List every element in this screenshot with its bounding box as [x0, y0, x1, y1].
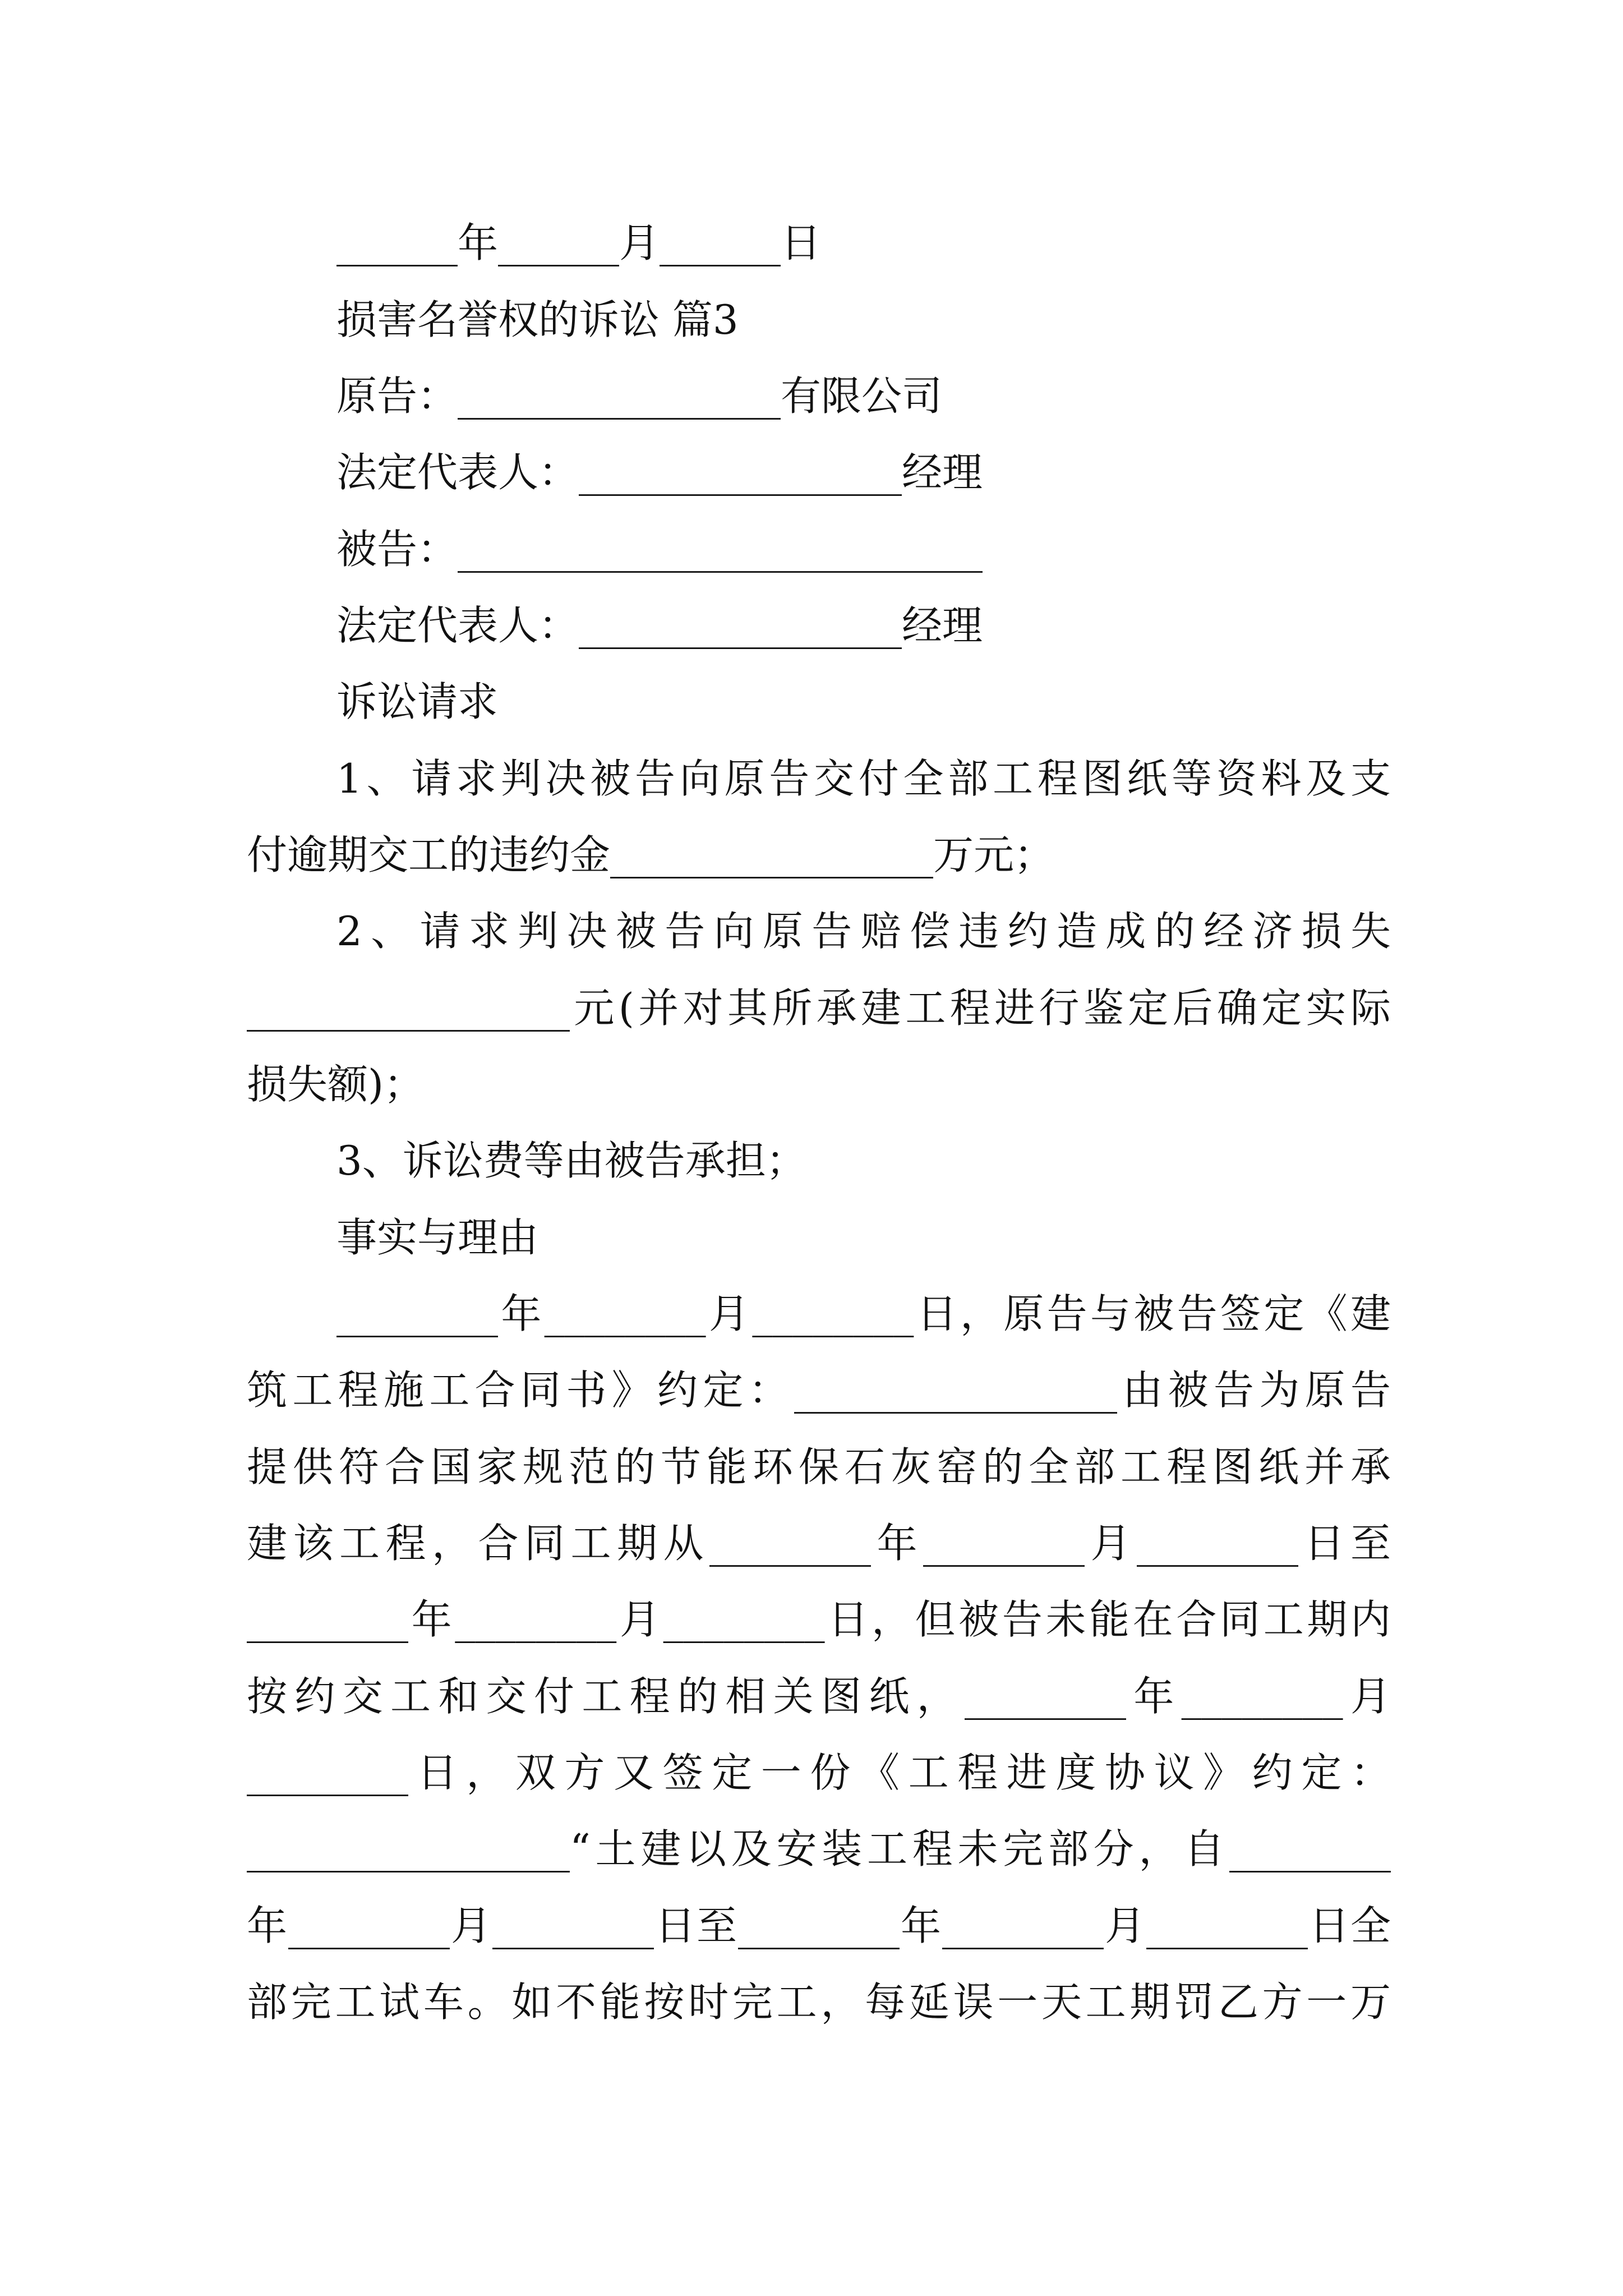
facts-line-6: 按约交工和交付工程的相关图纸，________年________月: [247, 1673, 1391, 1720]
facts-line-7: ________日，双方又签定一份《工程进度协议》约定：: [247, 1749, 1391, 1796]
facts-line-4: 建该工程，合同工期从________年________月________日至: [247, 1520, 1391, 1567]
plaintiff-representative-line: 法定代表人：________________经理: [336, 449, 983, 496]
defendant-representative-line: 法定代表人：________________经理: [336, 602, 983, 649]
claim-1-line-1: 1、请求判决被告向原告交付全部工程图纸等资料及支: [336, 755, 1391, 802]
date-line: ______年______月______日: [336, 219, 821, 266]
plaintiff-line: 原告：________________有限公司: [336, 372, 943, 420]
facts-line-2: 筑工程施工合同书》约定：________________由被告为原告: [247, 1366, 1391, 1414]
defendant-line: 被告：__________________________: [336, 526, 983, 573]
claim-3-line: 3、诉讼费等由被告承担；: [336, 1137, 806, 1184]
claims-heading: 诉讼请求: [336, 678, 499, 725]
facts-line-10: 部完工试车。如不能按时完工，每延误一天工期罚乙方一万: [247, 1978, 1391, 2026]
facts-line-8: ________________“土建以及安装工程未完部分，自________: [247, 1825, 1391, 1872]
facts-line-3: 提供符合国家规范的节能环保石灰窑的全部工程图纸并承: [247, 1443, 1391, 1490]
facts-line-1: ________年________月________日，原告与被告签定《建: [336, 1290, 1391, 1337]
section-title: 损害名誉权的诉讼 篇3: [336, 296, 739, 343]
claim-1-line-2: 付逾期交工的违约金________________万元；: [247, 831, 1055, 878]
claim-2-line-1: 2、请求判决被告向原告赔偿违约造成的经济损失: [336, 908, 1391, 955]
facts-heading: 事实与理由: [336, 1214, 539, 1261]
facts-line-5: ________年________月________日，但被告未能在合同工期内: [247, 1596, 1391, 1643]
claim-2-line-3: 损失额)；: [247, 1061, 425, 1108]
claim-2-line-2: ________________元(并对其所承建工程进行鉴定后确定实际: [247, 984, 1391, 1032]
facts-line-9: 年________月________日至________年________月________日全: [247, 1902, 1391, 1949]
